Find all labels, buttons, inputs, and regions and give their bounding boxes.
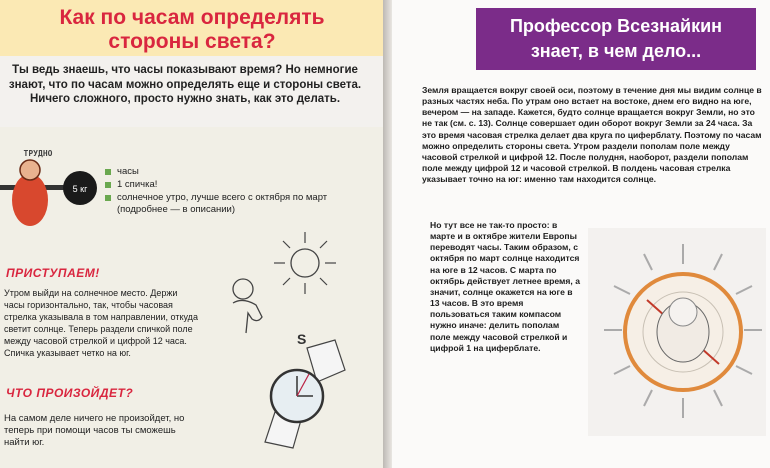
start-heading: ПРИСТУПАЕМ! (6, 266, 100, 280)
needs-list (105, 166, 337, 217)
left-page (0, 0, 383, 468)
difficulty-illustration (0, 140, 100, 240)
person-illustration (218, 275, 273, 335)
title-banner (476, 8, 756, 70)
right-page (392, 0, 770, 468)
page-title: Как по часам определять стороны света? (59, 6, 325, 53)
compass-clock-illustration (602, 240, 764, 440)
strongman-figure (12, 174, 48, 226)
list-item: солнечное утро, лучше всего с октября по март (подробнее — в описании) (105, 192, 337, 216)
sun-icon (270, 228, 340, 298)
body-text-narrow: Но тут все не так-то просто: в марте и в октябре жители Европы переводят часы. Таким образом, с октября по март солнце находится на юге в 12 часов. С марта по октябрь действует летнее время, а значит, солнце окажется на юге в 13 часов. В это время пользоваться таким компасом нужно иначе: делить пополам поле между часовой стрелкой и цифрой 1 на циферблате. (430, 220, 580, 353)
list-item: часы (105, 166, 337, 178)
result-text: На самом деле ничего не произойдет, но теперь при помощи часов ты сможешь найти юг. (4, 413, 185, 448)
body-text: Земля вращается вокруг своей оси, поэтому в течение дня мы видим солнце в разных частях неба. По утрам оно встает на востоке, днем его видно на юге, вечером — на западе. Кажется, будто солнце вращается вокруг Земли, но это не так (см. с. 13). Солнце совершает один оборот вокруг Земли за 24 часа. За это время часовая стрелка делает два круга по циферблату. Поэтому по часам можно определить стороны света. Утром раздели пополам поле между часовой стрелкой и цифрой 12. После полудня, наоборот, раздели пополам поле между цифрой 12 и часовой стрелкой. В полдень часовая стрелка указывает точно на юг: именно там находится солнце. (422, 85, 762, 185)
title-banner (0, 0, 383, 56)
south-label: S (297, 331, 307, 347)
weight-word: ТРУДНО (23, 149, 53, 158)
intro-text: Ты ведь знаешь, что часы показывают время? Но немногие знают, что по часам можно определять еще и стороны света. Ничего сложного, просто нужно знать, как это делать. (8, 64, 362, 105)
list-item: 1 спичка! (105, 179, 337, 191)
wristwatch-illustration (255, 330, 350, 450)
page-title: Профессор Всезнайкин знает, в чем дело... (509, 16, 723, 61)
book-spine (383, 0, 392, 468)
steps-text: Утром выйди на солнечное место. Держи часы горизонтально, так, чтобы часовая стрелка указывала в том направлении, откуда светит солнце. Теперь раздели спичкой поле между часовой стрелкой и цифрой 12 часа. Спичка указывает четко на юг. (4, 288, 198, 358)
weight-label: 5 кг (72, 184, 88, 194)
result-heading: ЧТО ПРОИЗОЙДЕТ? (6, 386, 134, 400)
